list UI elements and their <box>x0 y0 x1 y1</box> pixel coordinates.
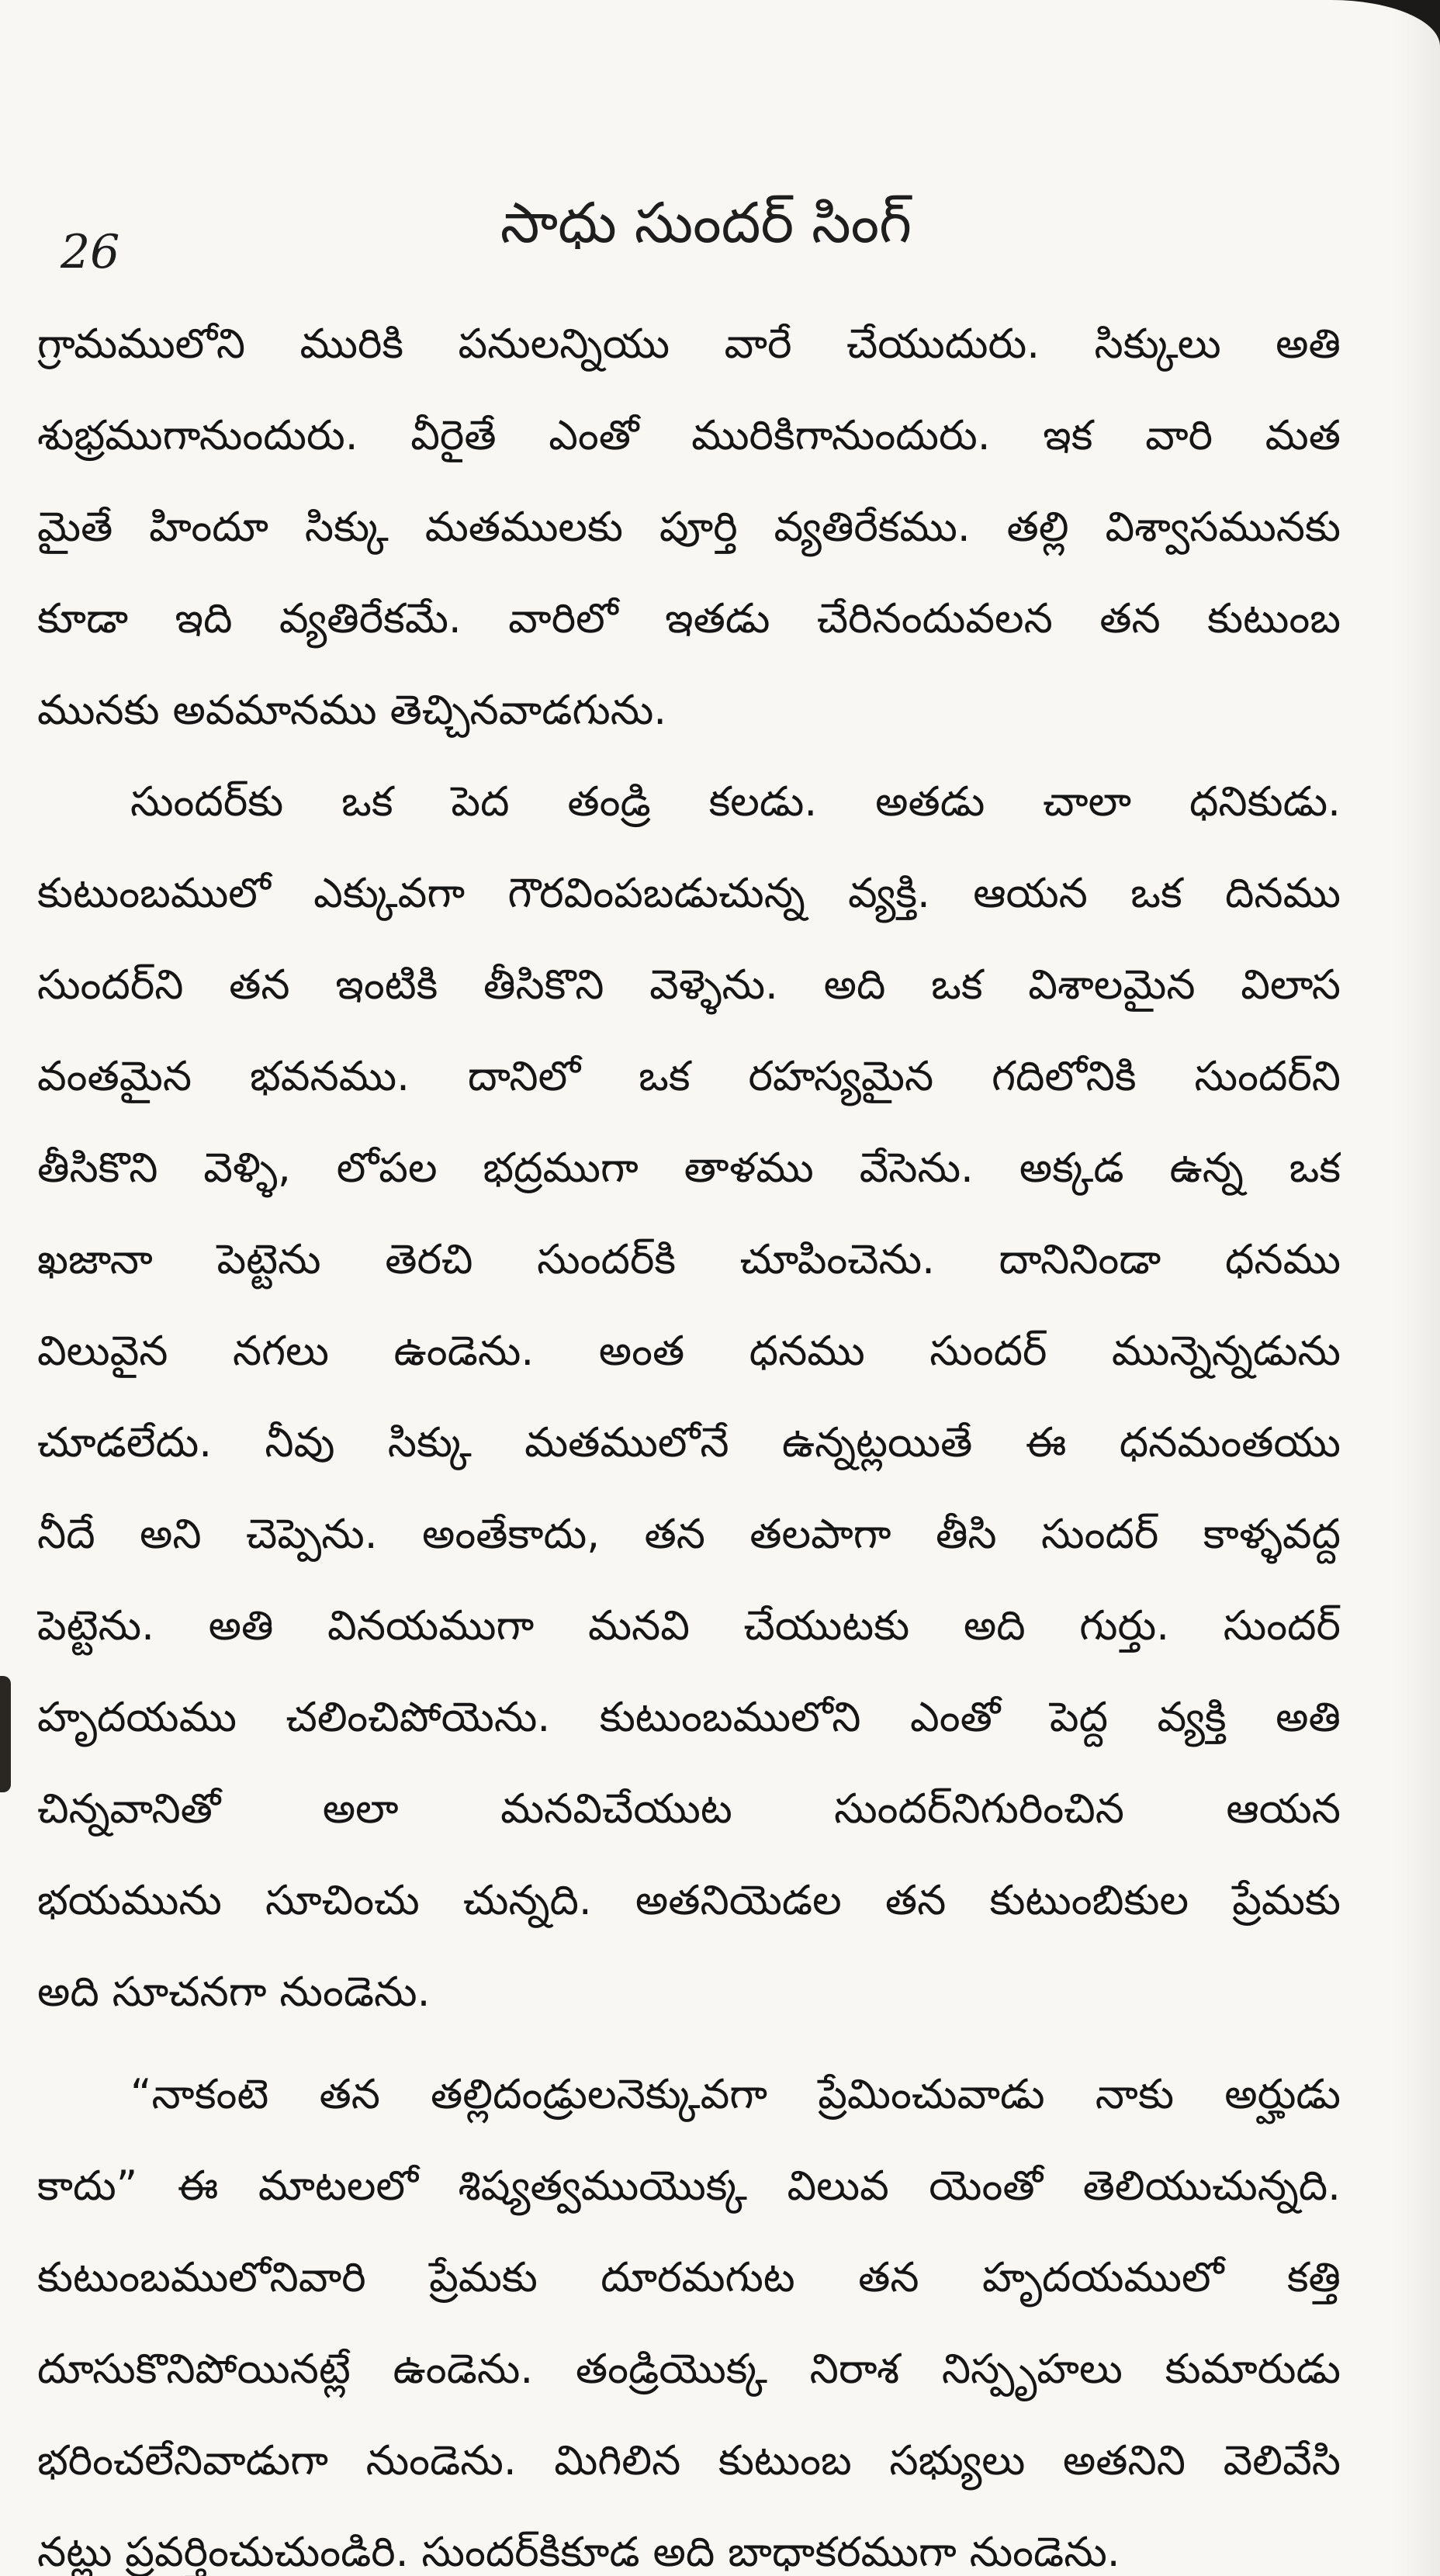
text-line: కూడా ఇది వ్యతిరేకమే. వారిలో ఇతడు చేరినందువలన తన కుటుంబ <box>37 595 1341 642</box>
text-line: చిన్నవానితో అలా మనవిచేయుట సుందర్‌నిగురించిన ఆయన <box>37 1785 1341 1833</box>
text-line: గ్రామములోని మురికి పనులన్నియు వారే చేయుదురు. సిక్కులు అతి <box>37 320 1341 368</box>
text-line: కాదు” ఈ మాటలలో శిష్యత్వముయొక్క విలువ యెంతో తెలియుచున్నది. <box>37 2162 1341 2210</box>
text-line: పెట్టెను. అతి వినయముగా మనవి చేయుటకు అది గుర్తు. సుందర్ <box>37 1602 1341 1650</box>
paragraph-1 <box>37 299 1341 757</box>
text-line: మైతే హిందూ సిక్కు మతములకు పూర్తి వ్యతిరేకము. తల్లి విశ్వాసమునకు <box>37 504 1341 551</box>
text-line: హృదయము చలించిపోయెను. కుటుంబములోని ఎంతో పెద్ద వ్యక్తి అతి <box>37 1694 1341 1741</box>
text-line: భరించలేనివాడుగా నుండెను. మిగిలిన కుటుంబ సభ్యులు అతనిని వెలివేసి <box>37 2437 1341 2484</box>
binding-edge-mark <box>0 1676 11 1792</box>
text-line: శుభ్రముగానుందురు. వీరైతే ఎంతో మురికిగానుందురు. ఇక వారి మత <box>37 412 1341 459</box>
text-line: విలువైన నగలు ఉండెను. అంత ధనము సుందర్ మున్నెన్నడును <box>37 1328 1341 1375</box>
text-line: భయమును సూచించు చున్నది. అతనియెడల తన కుటుంబికుల ప్రేమకు <box>37 1877 1341 1924</box>
text-line: మునకు అవమానము తెచ్చినవాడగును. <box>37 687 667 734</box>
running-head-title: సాధు సుందర్ సింగ్ <box>500 190 912 255</box>
text-line: వంతమైన భవనము. దానిలో ఒక రహస్యమైన గదిలోనికి సుందర్‌ని <box>37 1053 1341 1100</box>
text-line: సుందర్‌కు ఒక పెద తండ్రి కలడు. అతడు చాలా ధనికుడు. <box>130 778 1341 826</box>
text-line: తీసికొని వెళ్ళి, లోపల భద్రముగా తాళము వేసెను. అక్కడ ఉన్న ఒక <box>37 1144 1341 1192</box>
body-text <box>37 299 1341 2576</box>
paragraph-2 <box>37 757 1341 2038</box>
text-line: సుందర్‌ని తన ఇంటికి తీసికొని వెళ్ళెను. అది ఒక విశాలమైన విలాస <box>37 961 1341 1009</box>
text-line: చూడలేదు. నీవు సిక్కు మతములోనే ఉన్నట్లయితే ఈ ధనమంతయు <box>37 1419 1341 1466</box>
text-line: కుటుంబములో ఎక్కువగా గౌరవింపబడుచున్న వ్యక్తి. ఆయన ఒక దినము <box>37 870 1341 917</box>
paragraph-3 <box>37 2049 1341 2576</box>
text-line: “నాకంటె తన తల్లిదండ్రులనెక్కువగా ప్రేమించువాడు నాకు అర్హుడు <box>130 2071 1341 2118</box>
text-line: దూసుకొనిపోయినట్లే ఉండెను. తండ్రియొక్క నిరాశ నిస్పృహలు కుమారుడు <box>37 2346 1341 2393</box>
text-line: అది సూచనగా నుండెను. <box>37 1968 431 2016</box>
paragraph-gap <box>37 2038 1341 2049</box>
page-edge-shadow <box>1393 0 1440 2576</box>
text-line: ఖజానా పెట్టెను తెరచి సుందర్‌కి చూపించెను. దానినిండా ధనము <box>37 1236 1341 1283</box>
text-line: నట్లు ప్రవర్తించుచుండిరి. సుందర్‌కికూడ అది బాధాకరముగా నుండెను. <box>37 2529 1120 2576</box>
text-line: నీదే అని చెప్పెను. అంతేకాదు, తన తలపాగా తీసి సుందర్ కాళ్ళవద్ద <box>37 1511 1341 1558</box>
text-line: కుటుంబములోనివారి ప్రేమకు దూరమగుట తన హృదయములో కత్తి <box>37 2254 1341 2301</box>
page-number: 26 <box>61 225 120 279</box>
